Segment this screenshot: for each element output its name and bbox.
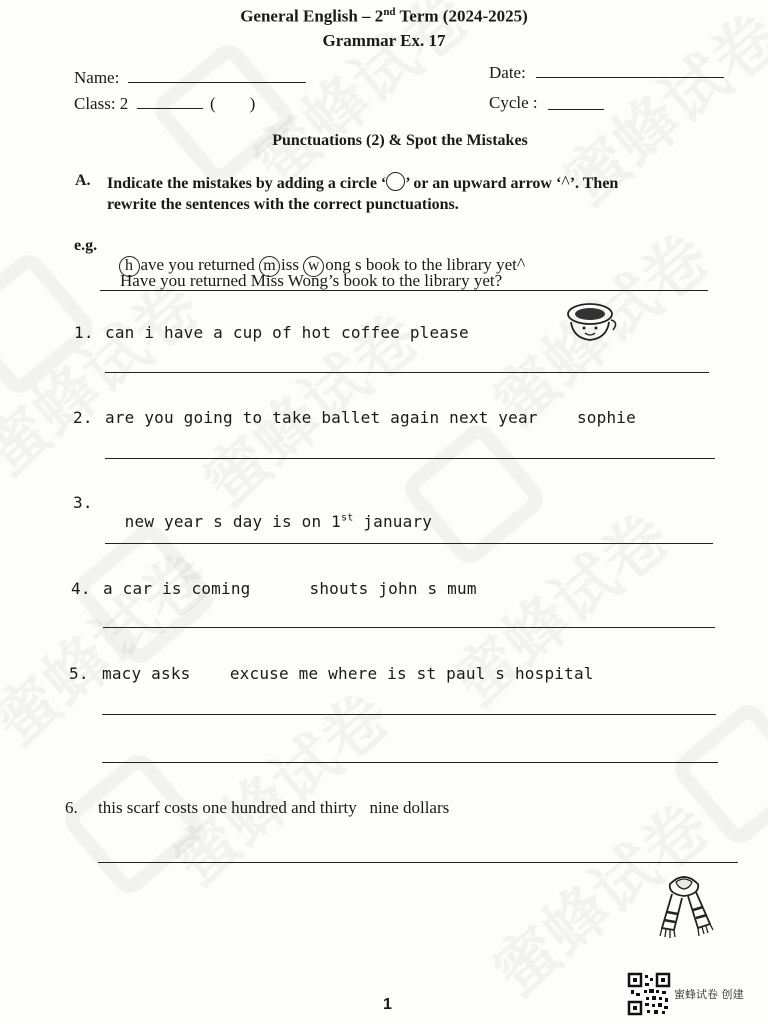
circle-mark: w [303,256,324,277]
circle-icon [386,172,405,191]
name-label: Name: [74,68,120,87]
watermark-logo [58,748,210,900]
question-6-number: 6. [65,798,78,817]
scarf-icon [650,870,718,942]
question-2-text: are you going to take ballet again next year sophie [105,408,636,427]
class-number-paren: ( ) [210,94,256,113]
question-3-number: 3. [73,493,93,512]
answer-line-5a[interactable] [102,714,716,715]
header-title: General English – 2nd Term (2024-2025) [240,6,528,26]
date-field[interactable] [536,61,724,78]
coffee-cup-icon [563,300,625,344]
question-4-text: a car is coming shouts john s mum [103,579,477,598]
example-answer-line [100,290,708,291]
watermark-logo [148,38,300,190]
header-subtitle: Grammar Ex. 17 [322,31,446,50]
question-1-number: 1. [74,323,94,342]
footer-brand: 蜜蜂试卷 创建 [674,988,744,1001]
question-1-text: can i have a cup of hot coffee please [105,323,469,342]
question-2-number: 2. [73,408,93,427]
qr-code-icon [627,972,671,1016]
caret-arrow-icon: ^ [516,254,526,274]
cycle-label: Cycle : [489,93,538,112]
answer-line-3[interactable] [105,543,713,544]
instruction-text-line2: rewrite the sentences with the correct punctuations. [107,196,459,213]
answer-line-5b[interactable] [102,762,718,763]
circle-mark: h [119,256,140,277]
example-answer: Have you returned Miss Wong’s book to the library yet? [120,271,503,290]
answer-line-2[interactable] [105,458,715,459]
class-label: Class: 2 [74,94,129,113]
question-6-text: this scarf costs one hundred and thirty nine dollars [98,798,450,817]
answer-line-1[interactable] [105,372,709,373]
question-5-number: 5. [69,664,89,683]
page-number: 1 [383,996,392,1013]
instruction-letter: A. [75,172,91,189]
class-field[interactable] [137,92,203,109]
watermark-text [150,668,405,903]
circle-mark: m [259,256,280,277]
watermark-logo [668,698,768,850]
question-3-text: new year s day is on 1st january [124,512,433,531]
watermark-text [0,528,226,763]
answer-line-6[interactable] [98,862,738,863]
example-label: e.g. [74,237,98,254]
watermark-text [430,488,685,723]
name-field[interactable] [128,66,306,83]
caret-arrow-icon: ^ [561,172,570,192]
section-title: Punctuations (2) & Spot the Mistakes [272,132,528,149]
answer-line-4[interactable] [103,627,715,628]
date-label: Date: [489,63,526,82]
question-5-text: macy asks excuse me where is st paul s hospital [102,664,594,683]
question-4-number: 4. [71,579,91,598]
instruction-text: Indicate the mistakes by adding a circle ‘ ’ or an upward arrow ‘^’. Then [107,172,619,192]
example-sentence: h ave you returned m iss w ong s book to the library yet^ [110,234,525,277]
cycle-field[interactable] [548,91,604,110]
